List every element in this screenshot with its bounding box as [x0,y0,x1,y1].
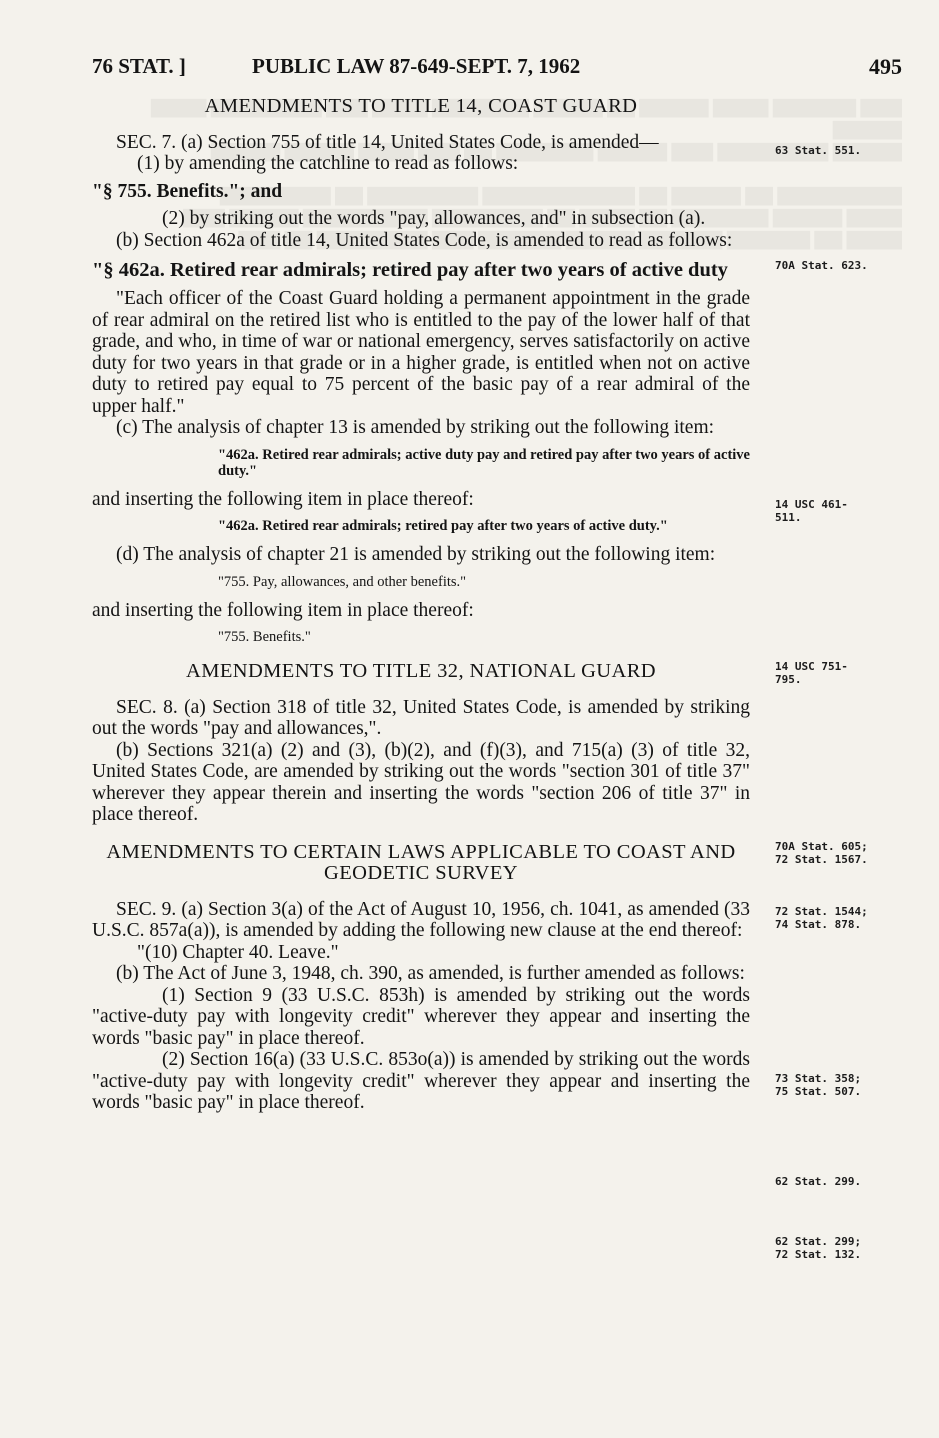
margin-note: 73 Stat. 358; 75 Stat. 507. [775,1072,862,1098]
sec-8-a: SEC. 8. (a) Section 318 of title 32, United States Code, is amended by striking out the words "pay and allowances,". [92,696,750,739]
running-header [92,54,902,84]
margin-note: 70A Stat. 623. [775,259,868,272]
body-text [92,96,750,1114]
margin-note: 62 Stat. 299; 72 Stat. 132. [775,1235,862,1261]
struck-item-462a: "462a. Retired rear admirals; active duty pay and retired pay after two years of active duty." [218,446,750,479]
margin-note: 63 Stat. 551. [775,144,862,157]
insert-instruction-1: and inserting the following item in place thereof: [92,488,474,510]
sec-7-clause-2: (2) by striking out the words "pay, allowances, and" in subsection (a). [162,208,706,229]
page-number: 495 [869,54,902,79]
law-title: PUBLIC LAW 87-649-SEPT. 7, 1962 [252,54,581,78]
section-462a-text: "Each officer of the Coast Guard holding a permanent appointment in the grade of rear admiral on the retired list who is entitled to the pay of the lower half of that grade, and who, in time of war or national emergency, serves satisfactorily on active duty for two years in that grade or in a higher grade, is entitled when not on active duty to retired pay equal to 75 percent of the basic pay of a rear admiral of the upper half." [92,288,750,417]
margin-note: 14 USC 461- 511. [775,498,848,524]
section-462a-heading: "§ 462a. Retired rear admirals; retired pay after two years of active duty [92,259,728,281]
sec-8-b: (b) Sections 321(a) (2) and (3), (b)(2), and (f)(3), and 715(a) (3) of title 32, United States Code, are amended by striking out the words "section 301 of title 37" wherever they appear therein and inserting the words "section 206 of title 37" in place thereof. [92,739,750,825]
margin-note: 72 Stat. 1544; 74 Stat. 878. [775,905,868,931]
sec-9-clause-10: "(10) Chapter 40. Leave." [137,941,339,963]
margin-note: 14 USC 751- 795. [775,660,848,686]
inserted-item-755: "755. Benefits." [218,629,311,645]
sec-9-b: (b) The Act of June 3, 1948, ch. 390, as amended, is further amended as follows: [116,963,745,984]
margin-note: 62 Stat. 299. [775,1175,862,1188]
catchline-755: "§ 755. Benefits."; and [92,180,283,202]
sec-7-b: (b) Section 462a of title 14, United States Code, is amended to read as follows: [116,229,733,251]
sec-7-clause-1: (1) by amending the catchline to read as follows: [137,153,519,174]
section-heading-coast-guard: AMENDMENTS TO TITLE 14, COAST GUARD [204,95,638,117]
sec-7-c: (c) The analysis of chapter 13 is amended by striking out the following item: [116,417,715,438]
inserted-item-462a: "462a. Retired rear admirals; retired pay after two years of active duty." [218,518,668,534]
insert-instruction-2: and inserting the following item in place thereof: [92,599,474,621]
section-heading-national-guard: AMENDMENTS TO TITLE 32, NATIONAL GUARD [186,660,656,682]
sec-7-d: (d) The analysis of chapter 21 is amended by striking out the following item: [116,544,716,565]
sec-9-b-2: (2) Section 16(a) (33 U.S.C. 853o(a)) is amended by striking out the words "active-duty pay with longevity credit" wherever they appear and inserting the words "basic pay" in place thereof. [92,1049,750,1113]
sec-9-a: SEC. 9. (a) Section 3(a) of the Act of August 10, 1956, ch. 1041, as amended (33 U.S.C. 857a(a)), is amended by adding the following new clause at the end thereof: [92,898,750,941]
struck-item-755: "755. Pay, allowances, and other benefits." [218,573,467,590]
margin-note: 70A Stat. 605; 72 Stat. 1567. [775,840,868,866]
section-heading-geodetic: AMENDMENTS TO CERTAIN LAWS APPLICABLE TO COAST AND GEODETIC SURVEY [106,840,736,884]
statute-volume: 76 STAT. ] [92,54,186,78]
sec-9-b-1: (1) Section 9 (33 U.S.C. 853h) is amended by striking out the words "active-duty pay with longevity credit" wherever they appear and inserting the words "basic pay" in place thereof. [92,984,750,1049]
sec-7-intro: SEC. 7. (a) Section 755 of title 14, United States Code, is amended— [116,131,659,153]
